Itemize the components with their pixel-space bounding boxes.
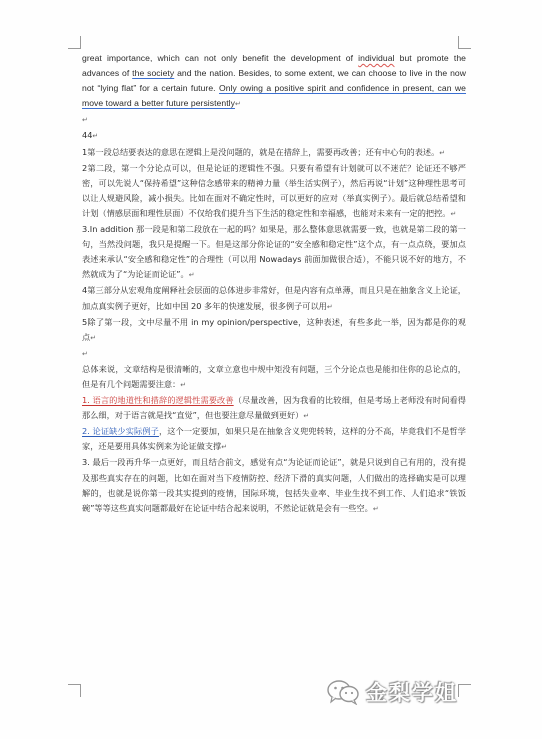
essay-text: but promote the advances of [82,53,466,79]
comment-3: 3.In addition 那一段是和第二段放在一起的吗？如果是，那么整体意思就需要一致，也就是第二段的第一句，当然没问题，我只是提醒一下。但是这部分你论证的“安全感和稳定性”这个点，有一点点绕，要加点表述来承认“安全感和稳定性”的合理性（可以用 Nowadays 前面加做很合适），不能只说不好的地方，不然就成为了“为论证而论证”。↵ [82,224,466,280]
essay-text: and the nation. Besides, to some extent, we can choose to live in the now not “lying flat” for a certain future. [82,68,466,94]
comment-1: 1第一段总结要表达的意思在逻辑上是没问题的，就是在措辞上，需要再改善；还有中心句的表述。↵ [82,146,446,157]
paragraph-number: 44↵ [82,130,99,141]
summary-point-3: 3. 最后一段再升华一点更好，而且结合前文，感觉有点“为论证而论证”，就是只说到自己有用的，没有提及那些真实存在的问题，比如在面对当下疫情防控、经济下滑的真实问题，人们做出的选择确实是可以理解的，也就是说你第一段其实提到的疫情，国际环境，包括失业率、毕业生找不到工作、人们追求“铁饭碗”等等这些真实问题都最好在论证中结合起来说明，不然论证就是会有一些空。↵ [82,457,466,513]
comment-5: 5除了第一段，文中尽量不用 in my opinion/perspective，这种表述，有些多此一举，因为都是你的观点↵ [82,316,466,342]
crop-mark-top-left [68,36,81,49]
summary-point-1: 1. 语言的地道性和措辞的逻辑性需要改善（尽量改善，因为我看的比较细，但是考场上老师没有时间看得那么细，对于语言就是找“直觉”，但也要注意尽量做到更好）↵ [82,395,466,421]
english-essay-paragraph: great importance, which can not only benefit the development of individual but promote the advances of the society and the nation. Besides, to some extent, we can choose to live in the now not “lying flat” for a certain future. Only owing a positive spirit and confidence in present, can we move toward a better future persistently↵ [82,53,467,109]
crop-mark-top-right [458,36,471,49]
essay-text: great importance, which can not only benefit the development of [82,53,359,63]
essay-text-underlined: the society [132,68,175,79]
essay-text-underlined: individual [358,53,395,63]
watermark [326,672,516,712]
crop-mark-bottom-left [68,684,81,697]
summary-point-1-label: 1. 语言的地道性和措辞的逻辑性需要改善 [82,395,234,406]
summary-point-2: 2. 论证缺少实际例子，这个一定要加，如果只是在抽象含义兜兜转转，这样的分不高，毕竟我们不是哲学家，还是要用具体实例来为论证做支撑↵ [82,426,466,452]
essay-text-underlined: Only owing a positive spirit and confidence in present, can we move toward a better future persistently [82,83,467,109]
comment-4: 4第三部分从宏观角度阐释社会层面的总体进步非常好，但是内容有点单薄，而且只是在抽象含义上论证，加点真实例子更好，比如中国 20 多年的快速发展，很多例子可以用↵ [82,285,466,311]
comment-2: 2第二段，第一个分论点可以，但是论证的逻辑性不强。只要有希望有计划就可以不迷茫？论证还不够严密，可以先说人“保持希望”这种信念感带来的精神力量（举生活实例子），然后再说“计划”这种理性思考可以让人规避风险，减小损失。比如在面对不确定性时，可以更好的应对（举真实例子）。最后就总结希望和计划（情感层面和理性层面）不仅给我们提升当下生活的稳定性和幸福感，也能对未来有一定的把控。↵ [82,162,466,218]
document-body: great importance, which can not only benefit the development of individual but promote the advances of the society and the nation. Besides, to some extent, we can choose to live in the now not “lying flat” for a certain future. Only owing a positive spirit and confidence in present, can we move toward a better future persistently↵ ↵ 44↵ 1第一段总结要表达的意思在逻辑上是没问题的，就是在措辞上，需要再改善；还有中心句的表述。↵ 2第二段，第一个分论点可以，但是论证的逻辑性不强。只要有希望有计划就可以不迷茫？论证还不够严密，可以先说人“保持希望”这种信念感带来的精神力量（举生活实例子），然后再说“计划”这种理性思考可以让人规避风险，减小损失。比如在面对不确定性时，可以更好的应对（举真实例子）。最后就总结希望和计划（情感层面和理性层面）不仅给我们提升当下生活的稳定性和幸福感，也能对未来有一定的把控。↵ 3.In addition 那一段是和第二段放在一起的吗？如果是，那么整体意思就需要一致，也就是第二段的第一句，当然没问题，我只是提醒一下。但是这部分你论证的“安全感和稳定性”这个点，有一点点绕，要加点表述来承认“安全感和稳定性”的合理性（可以用 Nowadays 前面加做很合适），不能只说不好的地方，不然就成为了“为论证而论证”。↵ 4第三部分从宏观角度阐释社会层面的总体进步非常好，但是内容有点单薄，而且只是在抽象含义上论证，加点真实例子更好，比如中国 20 多年的快速发展，很多例子可以用↵ 5除了第一段，文中尽量不用 in my opinion/perspective，这种表述，有些多此一举，因为都是你的观点↵ ↵ 总体来说，文章结构是很清晰的，文章立意也中规中矩没有问题，三个分论点也是能扣住你的总论点的，但是有几个问题需要注意：↵ 1. 语言的地道性和措辞的逻辑性需要改善（尽量改善，因为我看的比较细，但是考场上老师没有时间看得那么细，对于语言就是找“直觉”，但也要注意尽量做到更好）↵ 2. 论证缺少实际例子，这个一定要加，如果只是在抽象含义兜兜转转，这样的分不高，毕竟我们不是哲学家，还是要用具体实例来为论证做支撑↵ 3. 最后一段再升华一点更好，而且结合前文，感觉有点“为论证而论证”，就是只说到自己有用的，没有提及那些真实存在的问题，比如在面对当下疫情防控、经济下滑的真实问题，人们做出的选择确实是可以理解的，也就是说你第一段其实提到的疫情，国际环境，包括失业率、毕业生找不到工作、人们追求“铁饭碗”等等这些真实问题都最好在论证中结合起来说明，不然论证就是会有一些空。↵ [82,51,466,517]
wechat-icon [326,679,360,705]
watermark-text: 金梨学姐 [366,681,458,705]
summary-paragraph: 总体来说，文章结构是很清晰的，文章立意也中规中矩没有问题，三个分论点也是能扣住你的总论点的，但是有几个问题需要注意：↵ [82,363,466,389]
summary-point-2-label: 2. 论证缺少实际例子 [82,426,159,437]
